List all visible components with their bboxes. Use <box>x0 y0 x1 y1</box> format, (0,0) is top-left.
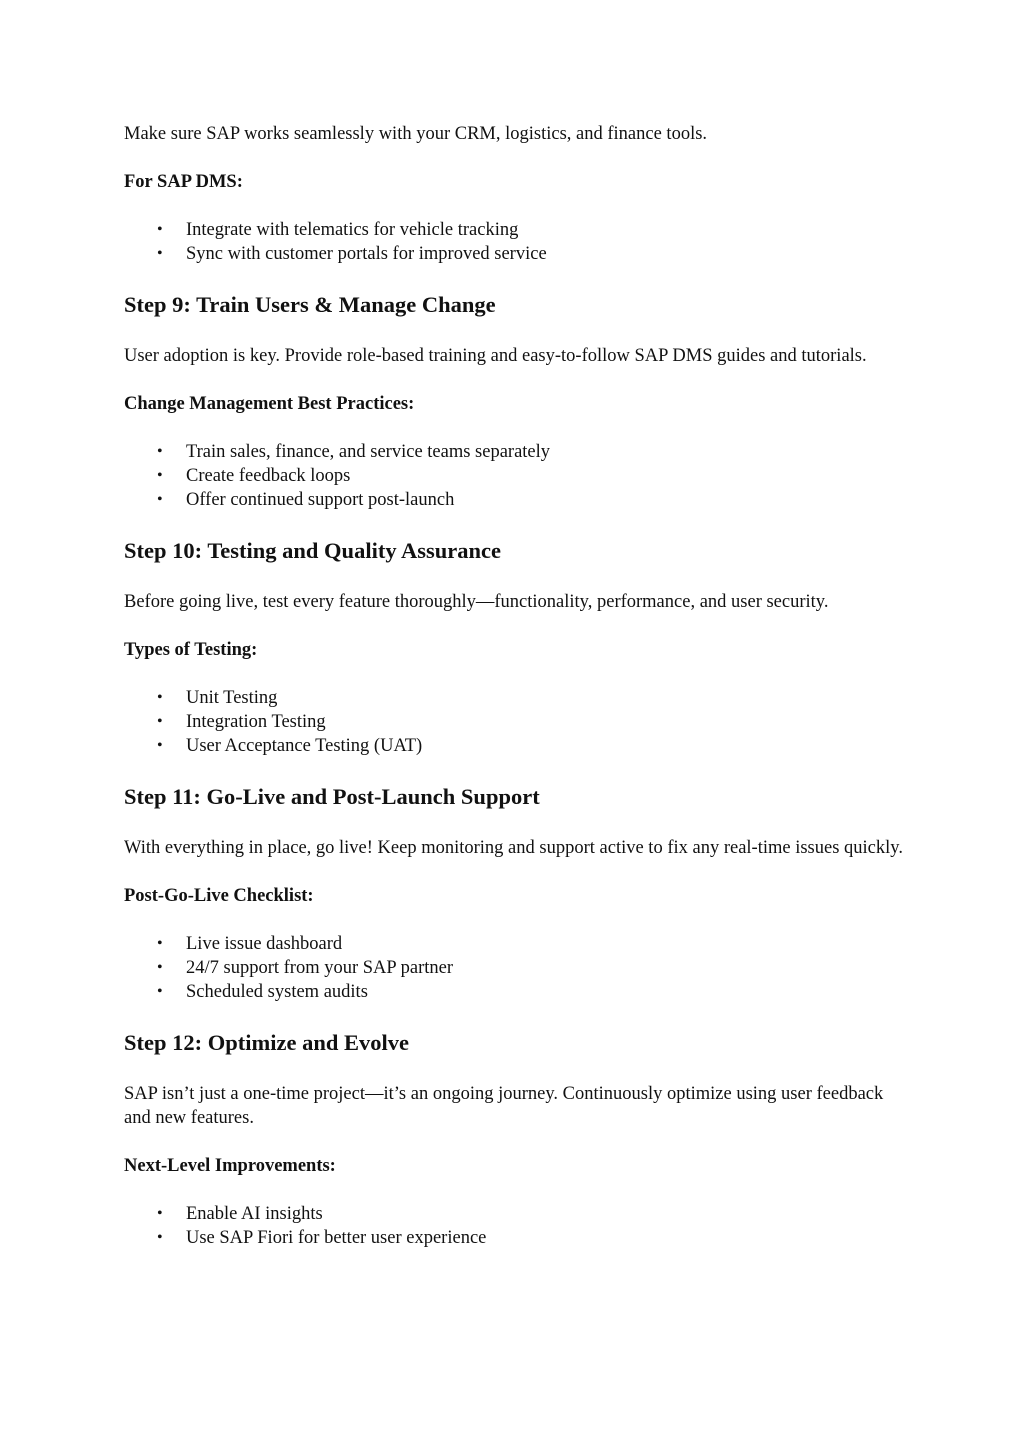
step-heading: Step 10: Testing and Quality Assurance <box>124 538 501 563</box>
step-bullet-list <box>124 686 914 758</box>
step-paragraph: Before going live, test every feature thoroughly—functionality, performance, and user security. <box>124 592 829 612</box>
bullet-icon: • <box>157 713 163 730</box>
list-item <box>124 956 914 980</box>
list-item <box>124 686 914 710</box>
list-item-text: Integration Testing <box>186 712 326 732</box>
list-item-text: Create feedback loops <box>186 466 351 486</box>
bullet-icon: • <box>157 959 163 976</box>
bullet-icon: • <box>157 1229 163 1246</box>
list-item <box>124 932 914 956</box>
list-item-text: 24/7 support from your SAP partner <box>186 958 454 978</box>
step-bullet-list <box>124 440 914 512</box>
list-item-text: Integrate with telematics for vehicle tracking <box>186 220 519 240</box>
list-item-text: Scheduled system audits <box>186 982 368 1002</box>
step-heading: Step 9: Train Users & Manage Change <box>124 292 496 317</box>
step-bullet-list <box>124 1202 914 1250</box>
step-subheading: Change Management Best Practices: <box>124 394 415 414</box>
step-heading: Step 11: Go-Live and Post-Launch Support <box>124 784 540 809</box>
bullet-icon: • <box>157 689 163 706</box>
bullet-icon: • <box>157 467 163 484</box>
bullet-icon: • <box>157 443 163 460</box>
list-item <box>124 1226 914 1250</box>
list-item <box>124 1202 914 1226</box>
list-item-text: Train sales, finance, and service teams separately <box>186 442 551 462</box>
step-12-section <box>124 1028 914 1250</box>
list-item <box>124 710 914 734</box>
step-11-section <box>124 782 914 1004</box>
step-heading: Step 12: Optimize and Evolve <box>124 1030 409 1055</box>
bullet-icon: • <box>157 245 163 262</box>
list-item-text: Use SAP Fiori for better user experience <box>186 1228 487 1248</box>
intro-bullet-list <box>124 218 914 266</box>
step-subheading: Next-Level Improvements: <box>124 1156 336 1176</box>
step-subheading: Post-Go-Live Checklist: <box>124 886 314 906</box>
list-item <box>124 218 914 242</box>
bullet-icon: • <box>157 983 163 1000</box>
list-item-text: Sync with customer portals for improved service <box>186 244 547 264</box>
bullet-icon: • <box>157 935 163 952</box>
list-item-text: Live issue dashboard <box>186 934 343 954</box>
list-item-text: User Acceptance Testing (UAT) <box>186 736 423 756</box>
bullet-icon: • <box>157 491 163 508</box>
list-item <box>124 734 914 758</box>
step-bullet-list <box>124 932 914 1004</box>
list-item <box>124 980 914 1004</box>
bullet-icon: • <box>157 1205 163 1222</box>
step-paragraph: User adoption is key. Provide role-based training and easy-to-follow SAP DMS guides and tutorials. <box>124 346 867 366</box>
step-10-section <box>124 536 914 758</box>
intro-subheading: For SAP DMS: <box>124 172 243 192</box>
list-item <box>124 488 914 512</box>
step-paragraph: SAP isn’t just a one-time project—it’s an ongoing journey. Continuously optimize using user feedback and new features. <box>124 1084 884 1128</box>
list-item <box>124 440 914 464</box>
bullet-icon: • <box>157 737 163 754</box>
list-item-text: Offer continued support post-launch <box>186 490 455 510</box>
step-paragraph: With everything in place, go live! Keep monitoring and support active to fix any real-time issues quickly. <box>124 838 903 858</box>
list-item-text: Enable AI insights <box>186 1204 323 1224</box>
intro-paragraph: Make sure SAP works seamlessly with your CRM, logistics, and finance tools. <box>124 124 708 144</box>
bullet-icon: • <box>157 221 163 238</box>
document-page <box>124 122 914 1274</box>
list-item-text: Unit Testing <box>186 688 278 708</box>
step-9-section <box>124 290 914 512</box>
list-item <box>124 464 914 488</box>
step-subheading: Types of Testing: <box>124 640 258 660</box>
list-item <box>124 242 914 266</box>
